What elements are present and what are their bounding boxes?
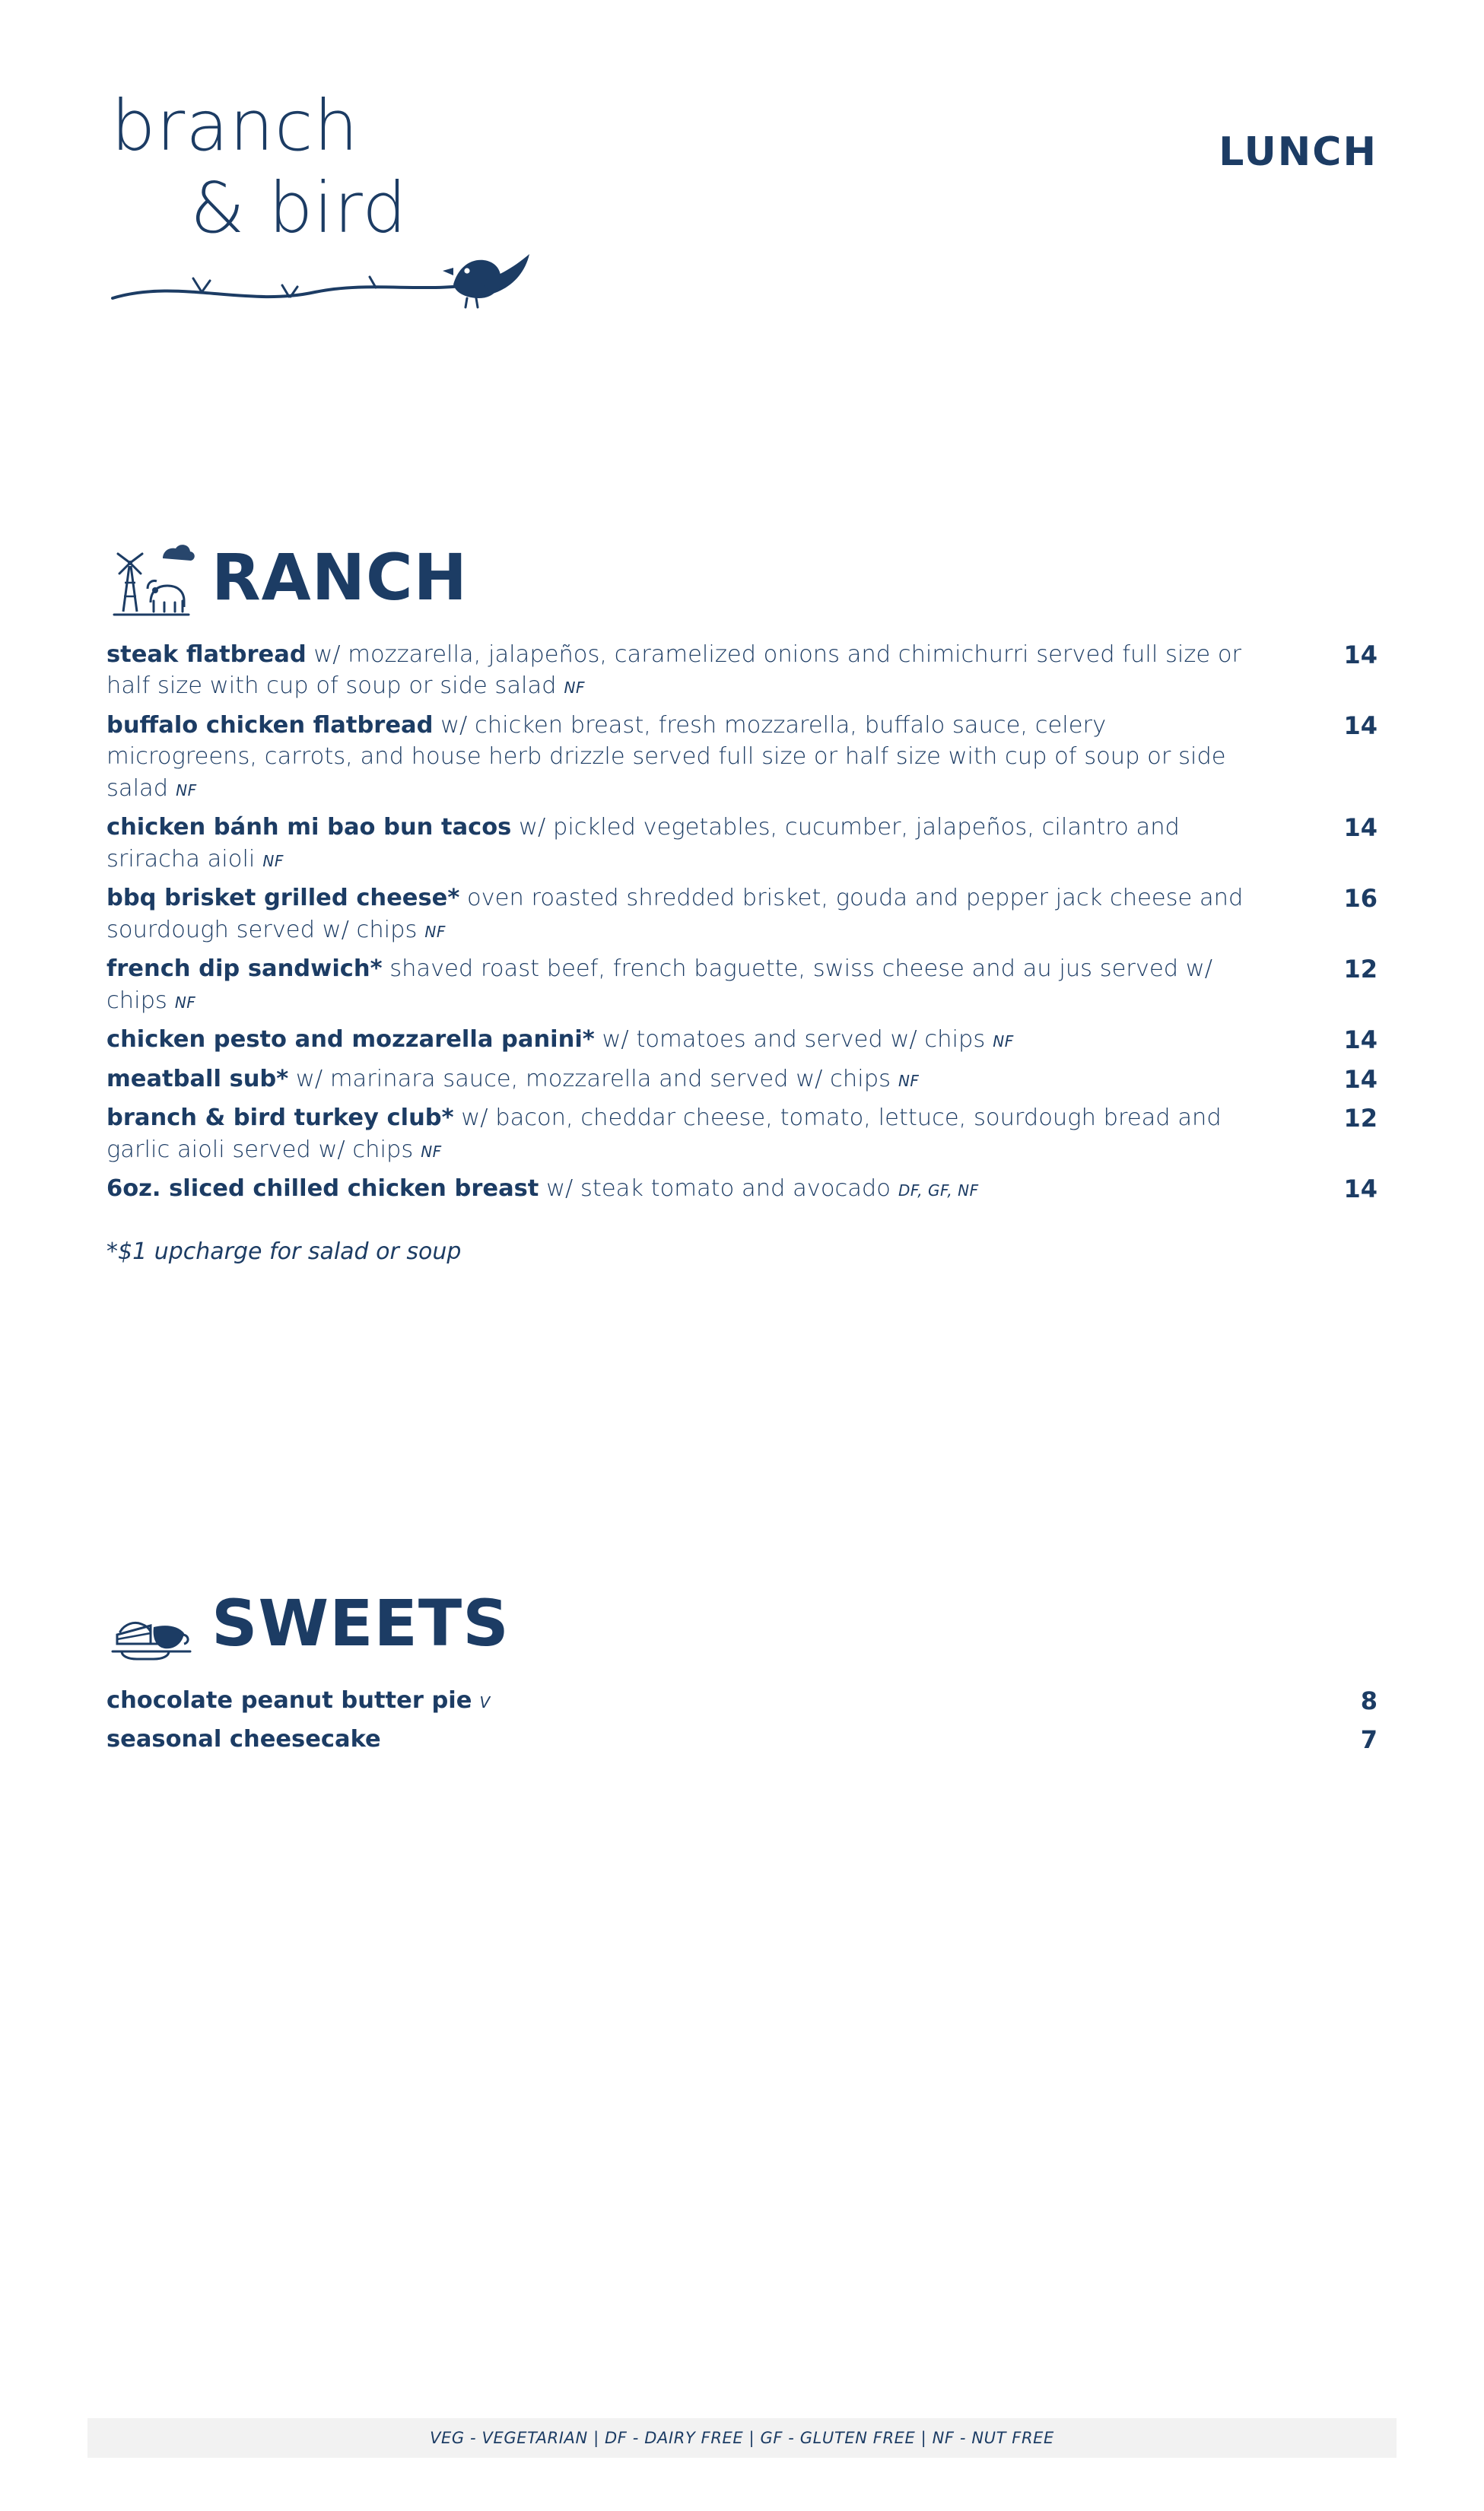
menu-item (106, 1685, 1378, 1716)
menu-item-text (106, 953, 1247, 1016)
logo-line-2: & bird (190, 167, 408, 249)
brand-logo (106, 85, 563, 309)
menu-item-name: meatball sub* (106, 1065, 289, 1092)
menu-item-name: branch & bird turkey club* (106, 1105, 454, 1132)
menu-item-diet: NF (176, 780, 197, 799)
menu-item-name: buffalo chicken flatbread (106, 711, 434, 739)
menu-item (106, 1724, 1378, 1755)
menu-item-desc: w/ bacon, cheddar cheese, tomato, lettuce, sourdough bread and garlic aioli served w/ chips (106, 1105, 1222, 1163)
menu-item-text (106, 1024, 1247, 1055)
menu-item-name: chicken bánh mi bao bun tacos (106, 814, 512, 841)
menu-item-price: 14 (1343, 1025, 1378, 1055)
section-ranch-title: RANCH (211, 540, 468, 615)
menu-item-price: 8 (1360, 1686, 1378, 1715)
menu-item-price: 14 (1343, 640, 1378, 669)
cake-slice-icon (106, 1578, 196, 1668)
menu-item-desc: oven roasted shredded brisket, gouda and pepper jack cheese and sourdough served w/ chips (106, 885, 1244, 943)
menu-item-price: 14 (1343, 710, 1378, 740)
menu-item-text (106, 1724, 1247, 1755)
menu-item-name: steak flatbread (106, 641, 307, 668)
menu-item-desc: w/ steak tomato and avocado (539, 1175, 891, 1203)
menu-item-name: chicken pesto and mozzarella panini* (106, 1026, 595, 1054)
menu-item (106, 1173, 1378, 1204)
section-sweets-title: SWEETS (211, 1586, 510, 1661)
menu-item (106, 639, 1378, 702)
menu-item (106, 1102, 1378, 1165)
menu-item-diet: NF (262, 851, 284, 870)
menu-item-price: 14 (1343, 1174, 1378, 1204)
menu-item-text (106, 882, 1247, 946)
menu-item-price: 12 (1343, 955, 1378, 984)
page-header (106, 85, 1378, 365)
menu-item (106, 710, 1378, 804)
menu-item (106, 882, 1378, 946)
menu-item-text (106, 710, 1247, 804)
section-sweets (106, 1578, 1378, 1763)
menu-item-price: 12 (1343, 1104, 1378, 1133)
menu-item-diet: NF (421, 1142, 442, 1161)
menu-item-diet: V (479, 1693, 491, 1712)
menu-item-name: seasonal cheesecake (106, 1726, 381, 1753)
section-sweets-header (106, 1578, 1378, 1668)
meal-title: LUNCH (1219, 129, 1378, 175)
menu-item-diet: NF (993, 1032, 1014, 1051)
logo-line-1: branch (111, 85, 359, 167)
menu-item (106, 953, 1378, 1016)
menu-item-diet: NF (174, 993, 196, 1012)
sweets-menu-list (106, 1685, 1378, 1756)
section-ranch (106, 532, 1378, 1265)
menu-item-price: 14 (1343, 813, 1378, 843)
menu-item-desc: w/ chicken breast, fresh mozzarella, buffalo sauce, celery microgreens, carrots, and house herb drizzle served full size or half size with cup of soup or side salad (106, 711, 1226, 802)
menu-item-desc: shaved roast beef, french baguette, swiss cheese and au jus served w/ chips (106, 955, 1213, 1014)
menu-item-diet: DF, GF, NF (898, 1181, 979, 1200)
menu-item-price: 7 (1360, 1725, 1378, 1755)
menu-item-diet: NF (564, 679, 586, 698)
menu-item-text (106, 1063, 1247, 1095)
menu-item-text (106, 639, 1247, 702)
ranch-upcharge-note: *$1 upcharge for salad or soup (106, 1238, 462, 1265)
windmill-farm-icon (106, 532, 196, 622)
menu-item-desc: w/ tomatoes and served w/ chips (594, 1026, 986, 1054)
menu-item-desc: w/ pickled vegetables, cucumber, jalapeños, cilantro and sriracha aioli (106, 814, 1180, 872)
menu-item (106, 812, 1378, 875)
menu-item-text (106, 812, 1247, 875)
menu-item (106, 1024, 1378, 1055)
menu-item-diet: NF (424, 922, 446, 941)
menu-item-diet: NF (898, 1071, 920, 1090)
menu-item (106, 1063, 1378, 1095)
menu-item-desc: w/ marinara sauce, mozzarella and served w/ chips (288, 1065, 891, 1092)
menu-item-price: 14 (1343, 1064, 1378, 1094)
menu-item-desc: w/ mozzarella, jalapeños, caramelized onions and chimichurri served full size or half size with cup of soup or side salad (106, 641, 1242, 700)
ranch-menu-list (106, 639, 1378, 1205)
menu-item-name: bbq brisket grilled cheese* (106, 885, 460, 912)
dietary-legend-bar (87, 2418, 1397, 2458)
menu-item-name: chocolate peanut butter pie (106, 1687, 472, 1714)
menu-item-name: 6oz. sliced chilled chicken breast (106, 1175, 539, 1203)
dietary-legend-text: VEG - VEGETARIAN | DF - DAIRY FREE | GF - GLUTEN FREE | NF - NUT FREE (430, 2429, 1054, 2447)
menu-item-text (106, 1685, 1247, 1716)
menu-item-text (106, 1102, 1247, 1165)
menu-item-name: french dip sandwich* (106, 955, 383, 983)
menu-item-text (106, 1173, 1247, 1204)
section-ranch-header (106, 532, 1378, 622)
bird-on-branch-icon (110, 248, 543, 309)
menu-item-price: 16 (1343, 884, 1378, 914)
